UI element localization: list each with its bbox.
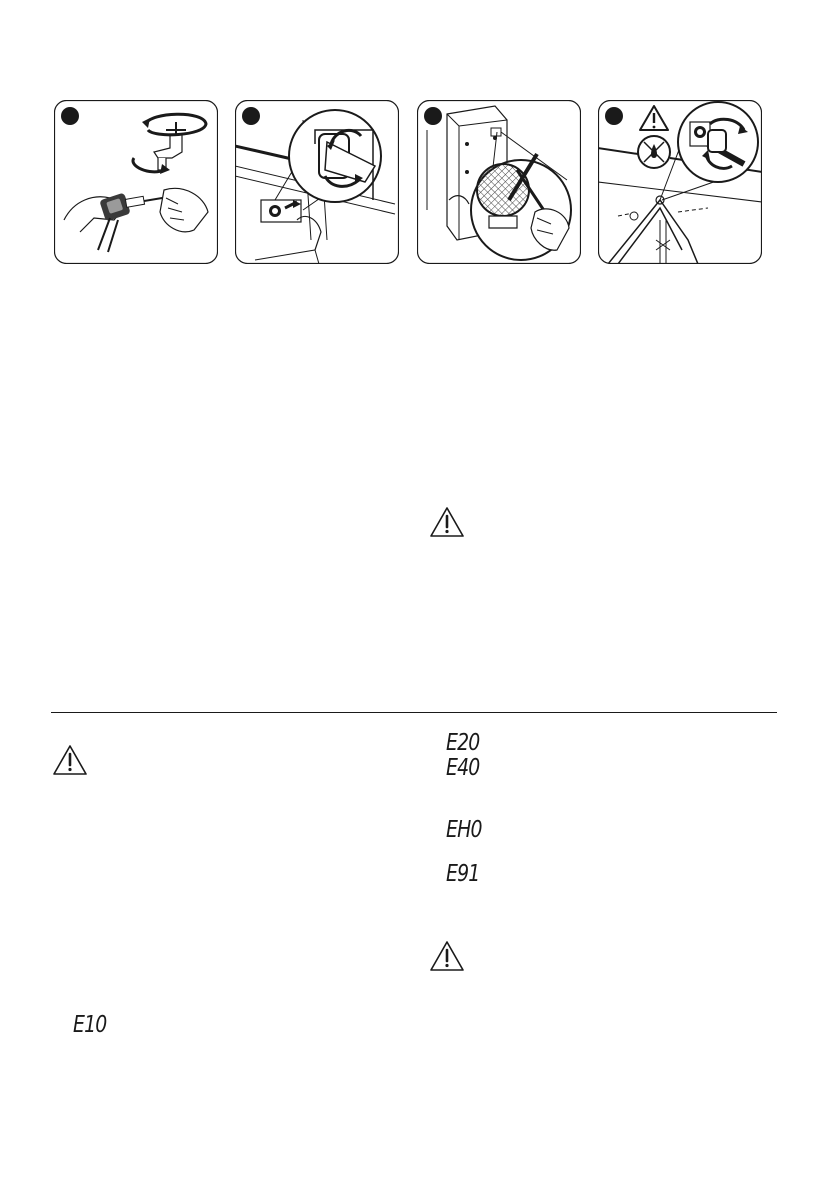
- inlet-hose-disconnect-illustration: [235, 100, 399, 264]
- warning-triangle-icon: [429, 506, 465, 538]
- error-code-e20: E20: [446, 730, 480, 756]
- illustration-panel-3: [417, 100, 581, 264]
- warning-triangle-icon: [52, 744, 88, 776]
- appliance-inlet-filter-clean-illustration: [417, 100, 581, 264]
- tap-unscrew-clean-filter-illustration: [54, 100, 218, 264]
- illustration-panel-2: [235, 100, 399, 264]
- error-code-e40: E40: [446, 755, 480, 781]
- error-code-e10: E10: [73, 1012, 107, 1038]
- section-divider: [51, 712, 777, 713]
- error-code-e91: E91: [446, 861, 480, 887]
- warning-triangle-icon: [429, 940, 465, 972]
- step-badge: [61, 107, 79, 125]
- hose-reconnect-no-leak-illustration: [598, 100, 762, 264]
- error-code-eh0: EH0: [446, 817, 482, 843]
- illustration-panel-4: [598, 100, 762, 264]
- illustration-panel-1: [54, 100, 218, 264]
